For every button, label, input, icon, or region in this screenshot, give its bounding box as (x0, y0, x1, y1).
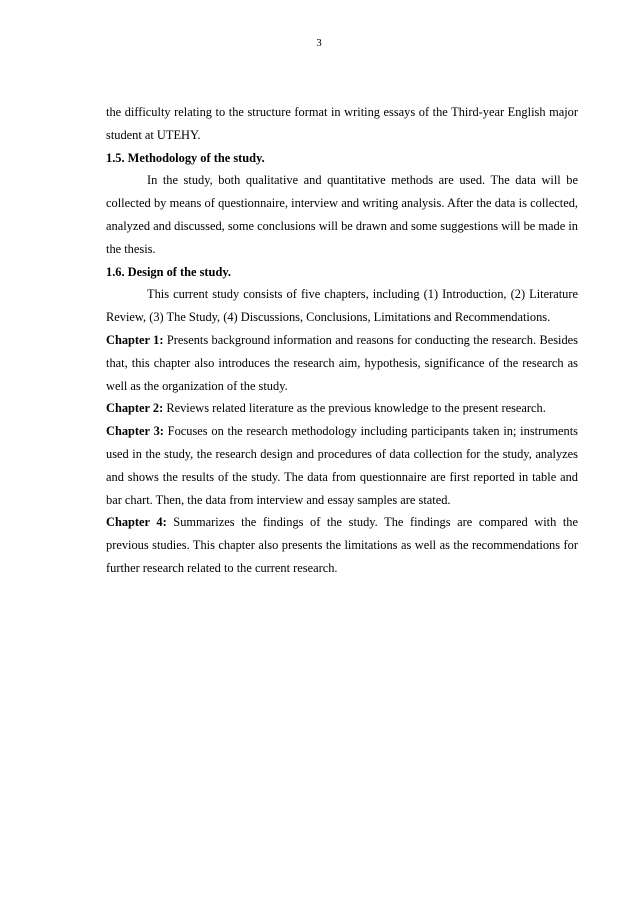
paragraph-chapter-2 (106, 397, 578, 420)
section-heading-methodology: 1.5. Methodology of the study. (106, 150, 265, 165)
paragraph-continuation: the difficulty relating to the structure format in writing essays of the Third-year English major student at UTEHY. (106, 105, 578, 142)
chapter-2-text: Reviews related literature as the previous knowledge to the present research. (163, 401, 546, 416)
chapter-1-text: Presents background information and reasons for conducting the research. Besides that, this chapter also introduces the research aim, hypothesis, significance of the research as well as the organization of the study. (106, 332, 578, 393)
paragraph-methodology: In the study, both qualitative and quantitative methods are used. The data will be collected by means of questionnaire, interview and writing analysis. After the data is collected, analyzed and discussed, some conclusions will be drawn and some suggestions will be made in the thesis. (106, 173, 578, 256)
paragraph-design: This current study consists of five chapters, including (1) Introduction, (2) Literature Review, (3) The Study, (4) Discussions, Conclusions, Limitations and Recommendations. (106, 287, 578, 325)
chapter-3-label: Chapter 3: (106, 424, 164, 439)
chapter-4-text: Summarizes the findings of the study. The findings are compared with the previous studies. This chapter also presents the limitations as well as the recommendations for further research related to the current research. (106, 515, 579, 575)
chapter-2-label: Chapter 2: (106, 401, 164, 416)
chapter-1-label: Chapter 1: (106, 332, 164, 347)
paragraph-chapter-1 (106, 329, 578, 397)
chapter-3-text: Focuses on the research methodology including participants taken in; instruments used in the study, the research design and procedures of data collection for the study, analyzes and shows the results of the study. The data from questionnaire are first reported in table and bar chart. Then, the data from interview and essay samples are stated. (106, 424, 578, 507)
document-body (106, 101, 578, 580)
paragraph-chapter-3 (106, 420, 578, 511)
section-heading-design: 1.6. Design of the study. (106, 264, 231, 279)
chapter-4-label: Chapter 4: (106, 515, 167, 530)
paragraph-chapter-4 (106, 511, 578, 579)
page-number: 3 (316, 37, 322, 49)
